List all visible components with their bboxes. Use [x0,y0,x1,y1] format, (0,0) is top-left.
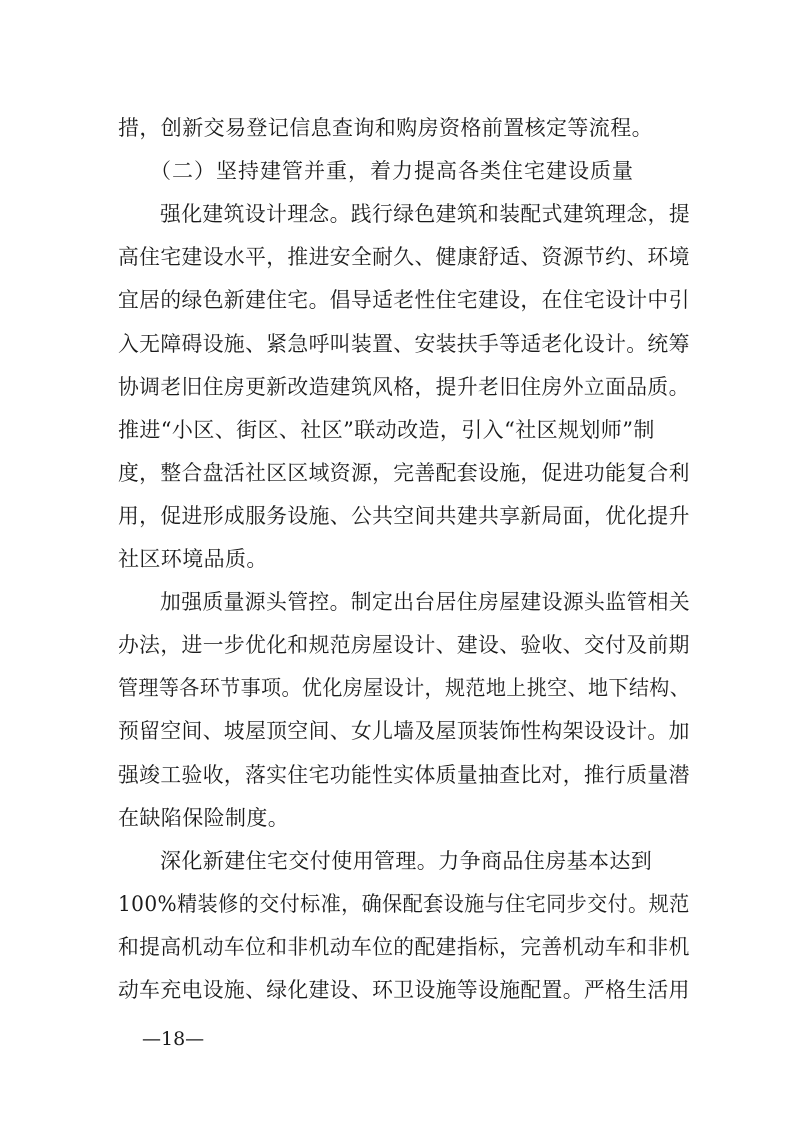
paragraph-line: 加强质量源头管控。制定出台居住房屋建设源头监管相关 [160,590,691,614]
paragraph-line: 预留空间、坡屋顶空间、女儿墙及屋顶装饰性构架设设计。加 [118,719,690,743]
paragraph-line: 和提高机动车位和非机动车位的配建指标，完善机动车和非机 [118,935,690,959]
paragraph-line: 强化建筑设计理念。践行绿色建筑和装配式建筑理念，提 [160,202,691,226]
paragraph-line: 协调老旧住房更新改造建筑风格，提升老旧住房外立面品质。 [118,375,690,399]
paragraph-line: 宜居的绿色新建住宅。倡导适老性住宅建设，在住宅设计中引 [118,288,690,312]
paragraph-line: 管理等各环节事项。优化房屋设计，规范地上挑空、地下结构、 [118,676,691,700]
paragraph-line: 100%精装修的交付标准，确保配套设施与住宅同步交付。规范 [118,892,690,916]
paragraph-line: 入无障碍设施、紧急呼叫装置、安装扶手等适老化设计。统筹 [118,332,690,356]
paragraph-line: 高住宅建设水平，推进安全耐久、健康舒适、资源节约、环境 [118,245,690,269]
paragraph-line: 度，整合盘活社区区域资源，完善配套设施，促进功能复合利 [118,461,690,485]
paragraph-line: 深化新建住宅交付使用管理。力争商品住房基本达到 [160,849,653,873]
paragraph-line: 用，促进形成服务设施、公共空间共建共享新局面，优化提升 [118,504,690,528]
paragraph-line: 推进“小区、街区、社区”联动改造，引入“社区规划师”制 [118,418,655,442]
page-number: —18— [142,1028,205,1050]
paragraph-line: 措，创新交易登记信息查询和购房资格前置核定等流程。 [118,116,653,140]
paragraph-line: 强竣工验收，落实住宅功能性实体质量抽查比对，推行质量潜 [118,763,690,787]
paragraph-line: 在缺陷保险制度。 [118,806,290,830]
paragraph-line: 动车充电设施、绿化建设、环卫设施等设施配置。严格生活用 [118,978,690,1002]
section-heading: （二）坚持建管并重，着力提高各类住宅建设质量 [150,159,634,183]
paragraph-line: 办法，进一步优化和规范房屋设计、建设、验收、交付及前期 [118,633,690,657]
paragraph-line: 社区环境品质。 [118,547,268,571]
